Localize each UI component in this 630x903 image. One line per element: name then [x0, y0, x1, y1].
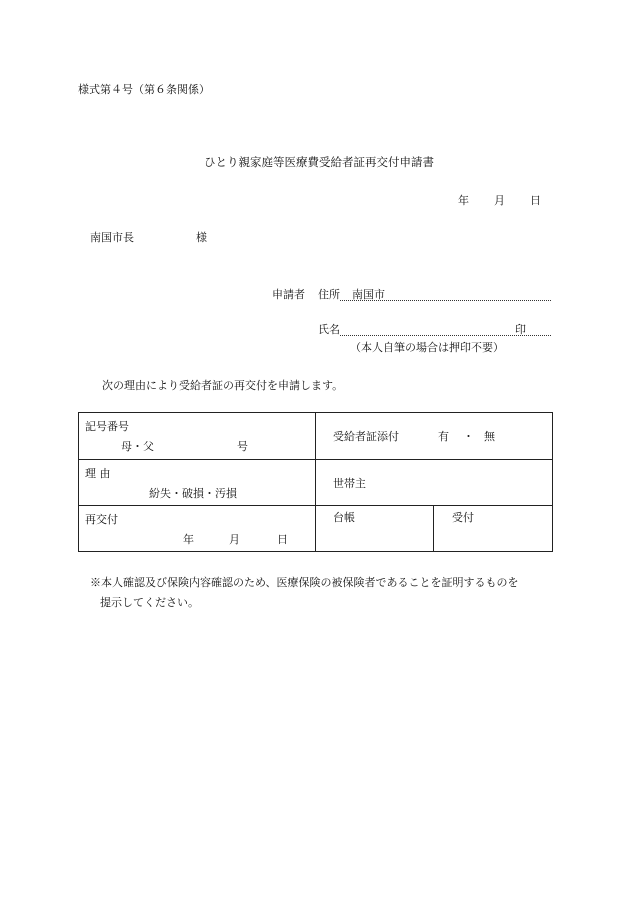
note-line-2: 提示してください。	[100, 596, 199, 609]
attached-label: 受給者証添付	[333, 430, 399, 443]
record-number-cell[interactable]	[79, 413, 316, 460]
reason-options[interactable]: 紛失・破損・汚損	[149, 487, 237, 500]
date-month-label: 月	[494, 194, 505, 207]
record-number-sub: 母・父	[121, 440, 154, 453]
date-day-label: 日	[530, 194, 541, 207]
address-value: 南国市	[352, 288, 385, 301]
reissue-year-label: 年	[183, 533, 194, 546]
reissue-label: 再交付	[85, 513, 118, 526]
ledger-label: 台帳	[333, 511, 355, 524]
address-input-line[interactable]	[340, 300, 551, 301]
reason-cell[interactable]	[79, 460, 316, 506]
note-line-1: ※本人確認及び保険内容確認のため、医療保険の被保険者であることを証明するものを	[90, 576, 519, 589]
certificate-attached-cell[interactable]	[316, 413, 553, 460]
applicant-label: 申請者	[272, 288, 305, 301]
form-title: ひとり親家庭等医療費受給者証再交付申請書	[204, 155, 434, 169]
attached-separator: ・	[463, 430, 474, 443]
identification-note	[90, 573, 560, 613]
application-table	[78, 412, 553, 552]
seal-mark: 印	[515, 323, 526, 336]
attached-no-option[interactable]: 無	[484, 430, 495, 443]
addressee-honorific: 様	[196, 231, 207, 244]
householder-cell[interactable]	[316, 460, 553, 506]
date-year-label: 年	[458, 194, 469, 207]
request-text: 次の理由により受給者証の再交付を申請します。	[102, 379, 344, 392]
record-number-suffix: 号	[237, 440, 248, 453]
form-number: 様式第４号（第６条関係）	[78, 83, 210, 96]
reissue-day-label: 日	[277, 533, 288, 546]
householder-label: 世帯主	[333, 477, 366, 490]
record-number-label: 記号番号	[85, 420, 129, 433]
addressee-name: 南国市長	[90, 231, 134, 244]
reissue-month-label: 月	[229, 533, 240, 546]
reissue-cell[interactable]	[79, 506, 316, 552]
seal-note: （本人自筆の場合は押印不要）	[350, 341, 504, 354]
address-label: 住所	[318, 288, 340, 301]
reason-label: 理 由	[85, 467, 111, 480]
receipt-label: 受付	[452, 511, 474, 524]
attached-yes-option[interactable]: 有	[438, 430, 449, 443]
name-label: 氏名	[318, 323, 340, 336]
ledger-cell[interactable]	[316, 506, 434, 552]
receipt-cell[interactable]	[434, 506, 553, 552]
